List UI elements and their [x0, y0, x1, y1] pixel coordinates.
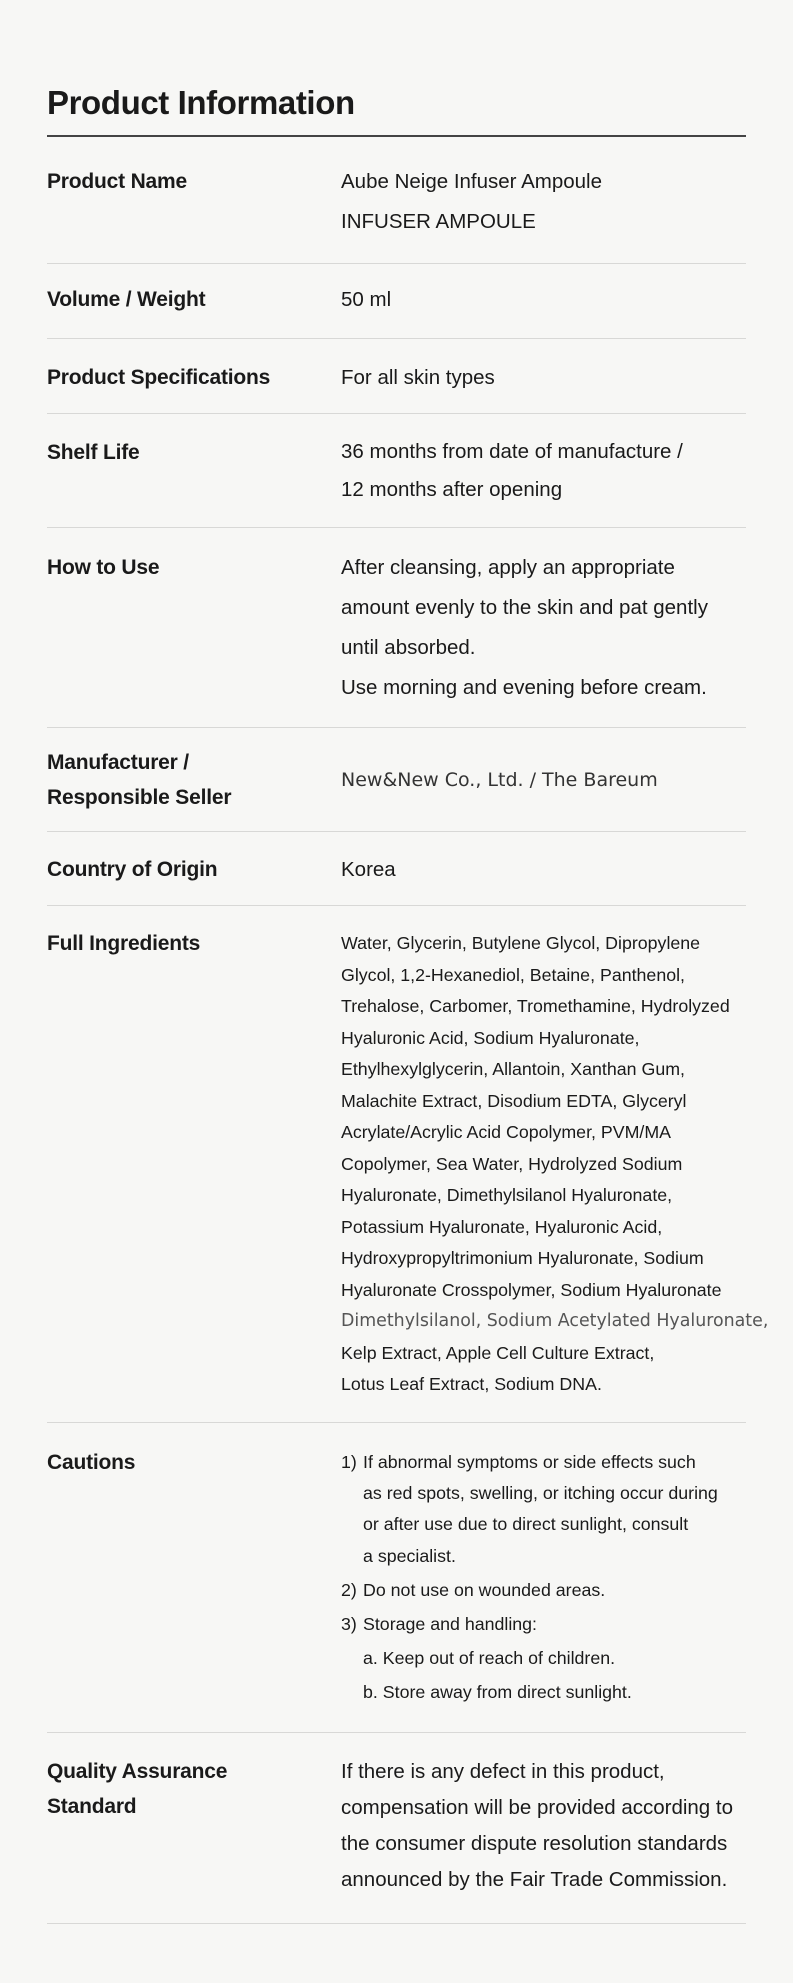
caution-number: 2): [341, 1579, 357, 1600]
row-label: Full Ingredients: [47, 932, 201, 955]
caution-item-1: [341, 1447, 761, 1478]
value-line: If there is any defect in this product,: [341, 1760, 665, 1783]
page-title: Product Information: [47, 84, 355, 121]
value-line: New&New Co., Ltd. / The Bareum: [341, 769, 658, 791]
row-divider: [47, 1422, 746, 1423]
row-divider: [47, 831, 746, 832]
value-line: Lotus Leaf Extract, Sodium DNA.: [341, 1374, 602, 1394]
row-product-name: [47, 162, 746, 262]
value-line: the consumer dispute resolution standards: [341, 1832, 728, 1855]
row-value: [341, 850, 761, 890]
row-label: How to Use: [47, 556, 160, 579]
value-line: compensation will be provided according to: [341, 1796, 734, 1819]
value-line: Potassium Hyaluronate, Hyaluronic Acid,: [341, 1216, 663, 1237]
caution-number: 1): [341, 1452, 357, 1472]
row-divider: [47, 905, 746, 906]
row-divider: [47, 413, 746, 414]
row-value: [341, 548, 761, 708]
value-line: After cleansing, apply an appropriate: [341, 556, 675, 579]
label-line: Standard: [47, 1795, 137, 1818]
value-line: Malachite Extract, Disodium EDTA, Glyceryl: [341, 1090, 687, 1111]
row-divider: [47, 1732, 746, 1733]
value-line: For all skin types: [341, 366, 495, 389]
value-line: Acrylate/Acrylic Acid Copolymer, PVM/MA: [341, 1122, 672, 1142]
row-label: Shelf Life: [47, 441, 140, 464]
row-cautions: [47, 1446, 746, 1726]
row-divider: [47, 1923, 746, 1924]
row-value: [341, 1754, 761, 1898]
row-value: [341, 358, 761, 398]
label-line: Quality Assurance: [47, 1760, 228, 1783]
row-label: Volume / Weight: [47, 288, 206, 311]
row-shelf-life: [47, 435, 746, 525]
caution-subitem: b. Store away from direct sunlight.: [363, 1682, 632, 1703]
caution-subitem: a. Keep out of reach of children.: [363, 1648, 616, 1669]
row-ingredients: [47, 926, 769, 1406]
label-line: Manufacturer /: [47, 751, 189, 774]
caution-continuation: a specialist.: [363, 1545, 456, 1566]
value-line: Trehalose, Carbomer, Tromethamine, Hydrolyzed: [341, 996, 730, 1016]
row-divider: [47, 263, 746, 264]
row-label: [47, 745, 327, 815]
caution-continuation: or after use due to direct sunlight, consult: [363, 1514, 689, 1535]
row-value: [341, 162, 761, 242]
row-label: [47, 1754, 327, 1824]
title-divider: [47, 135, 746, 137]
caution-text: Storage and handling:: [363, 1614, 538, 1635]
value-line: Ethylhexylglycerin, Allantoin, Xanthan Gum,: [341, 1059, 685, 1079]
row-how-to-use: [47, 550, 746, 720]
row-label: Product Name: [47, 170, 187, 193]
caution-continuation: as red spots, swelling, or itching occur during: [363, 1483, 718, 1504]
row-manufacturer: [47, 745, 746, 825]
row-value: [341, 928, 769, 1401]
row-value: [341, 1447, 761, 1709]
value-line: 50 ml: [341, 288, 392, 311]
row-divider: [47, 338, 746, 339]
row-divider: [47, 727, 746, 728]
value-line: Aube Neige Infuser Ampoule: [341, 170, 602, 193]
row-origin: [47, 852, 746, 902]
value-line: Hyaluronic Acid, Sodium Hyaluronate,: [341, 1027, 640, 1048]
value-line: announced by the Fair Trade Commission.: [341, 1868, 728, 1891]
caution-item-2: [341, 1575, 761, 1606]
row-value: [341, 433, 761, 509]
row-label: Cautions: [47, 1451, 136, 1474]
caution-text: If abnormal symptoms or side effects such: [363, 1452, 696, 1472]
caution-number: 3): [341, 1614, 357, 1635]
value-line: 36 months from date of manufacture /: [341, 440, 683, 463]
caution-item-3: [341, 1609, 761, 1640]
value-line: Hyaluronate Crosspolymer, Sodium Hyaluronate: [341, 1279, 722, 1300]
value-line: Hydroxypropyltrimonium Hyaluronate, Sodium: [341, 1248, 704, 1268]
value-line: Use morning and evening before cream.: [341, 676, 707, 699]
value-line: Water, Glycerin, Butylene Glycol, Dipropylene: [341, 933, 701, 953]
row-value: [341, 280, 761, 320]
value-line: until absorbed.: [341, 636, 476, 659]
row-quality-assurance: [47, 1754, 746, 1914]
caution-text: Do not use on wounded areas.: [363, 1579, 606, 1600]
value-line: Hyaluronate, Dimethylsilanol Hyaluronate,: [341, 1185, 673, 1205]
row-specifications: [47, 360, 746, 410]
value-line: Korea: [341, 858, 396, 881]
row-volume: [47, 282, 746, 332]
row-divider: [47, 527, 746, 528]
row-label: Product Specifications: [47, 366, 271, 389]
value-line: INFUSER AMPOULE: [341, 210, 536, 233]
row-value: [341, 760, 761, 800]
value-line: Copolymer, Sea Water, Hydrolyzed Sodium: [341, 1153, 683, 1174]
value-line: Dimethylsilanol, Sodium Acetylated Hyaluronate,: [341, 1311, 769, 1331]
value-line: 12 months after opening: [341, 478, 563, 501]
value-line: amount evenly to the skin and pat gently: [341, 596, 708, 619]
label-line: Responsible Seller: [47, 786, 232, 809]
value-line: Glycol, 1,2-Hexanediol, Betaine, Panthenol,: [341, 964, 685, 985]
row-label: Country of Origin: [47, 858, 218, 881]
value-line: Kelp Extract, Apple Cell Culture Extract,: [341, 1342, 655, 1363]
